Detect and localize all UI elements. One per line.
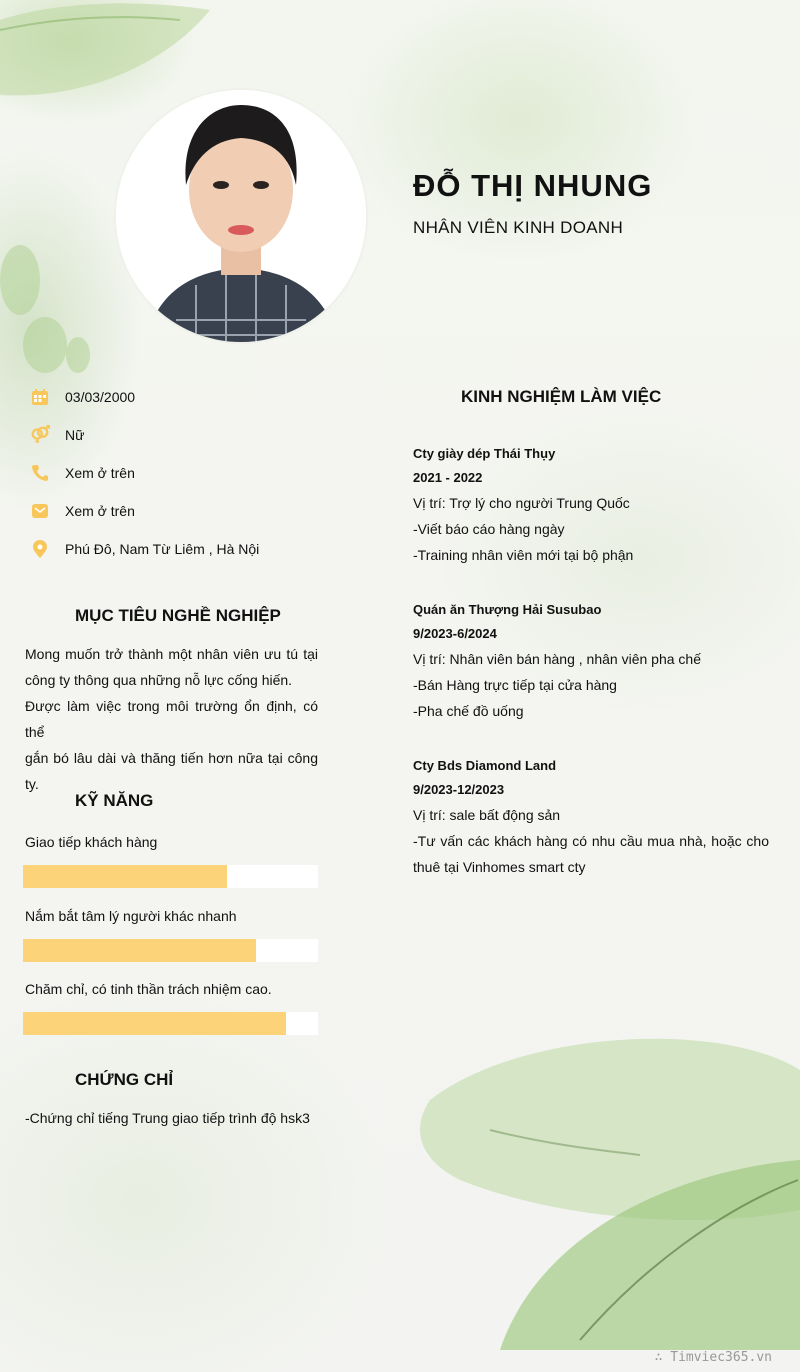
- job-detail: -Tư vấn các khách hàng có nhu cầu mua nhà, hoặc cho: [413, 833, 769, 849]
- watermark-icon: ∴: [654, 1350, 671, 1365]
- experience-heading: KINH NGHIỆM LÀM VIỆC: [461, 387, 662, 406]
- profile-photo: [116, 90, 366, 342]
- contact-birthdate: [30, 385, 135, 409]
- skill-bar-fill: [23, 939, 256, 962]
- skill-label: Chăm chỉ, có tinh thần trách nhiệm cao.: [25, 981, 272, 997]
- leaf-decoration-top-left: [0, 0, 220, 110]
- objective-line: Mong muốn trở thành một nhân viên ưu tú tại: [25, 646, 318, 662]
- watermark-text: Timviec365.vn: [670, 1350, 772, 1365]
- job-period: 2021 - 2022: [413, 470, 483, 485]
- email-icon: [30, 501, 50, 521]
- candidate-name: ĐỖ THỊ NHUNG: [413, 168, 653, 203]
- job-detail: Vị trí: Nhân viên bán hàng , nhân viên pha chế: [413, 651, 701, 667]
- gender-value: Nữ: [65, 427, 85, 443]
- certificate-item: -Chứng chỉ tiếng Trung giao tiếp trình độ hsk3: [25, 1110, 310, 1126]
- objective-line: gắn bó lâu dài và thăng tiến hơn nữa tại công: [25, 750, 318, 766]
- skill-bar: [23, 865, 318, 888]
- candidate-job-title: NHÂN VIÊN KINH DOANH: [413, 218, 624, 237]
- objective-line: công ty thông qua những nỗ lực cống hiến.: [25, 672, 293, 688]
- leaf-decoration-left: [0, 240, 100, 380]
- job-period: 9/2023-6/2024: [413, 626, 497, 641]
- skill-label: Nắm bắt tâm lý người khác nhanh: [25, 908, 237, 924]
- job-company: Cty Bds Diamond Land: [413, 758, 557, 773]
- objective-text: [25, 641, 318, 797]
- skill-bar: [23, 939, 318, 962]
- address-value: Phú Đô, Nam Từ Liêm , Hà Nội: [65, 541, 260, 557]
- phone-value: Xem ở trên: [65, 465, 135, 481]
- job-detail: -Pha chế đồ uống: [413, 703, 524, 719]
- skill-label: Giao tiếp khách hàng: [25, 834, 158, 850]
- objective-line: ty.: [25, 776, 39, 792]
- objective-line: Được làm việc trong môi trường ổn định, có thể: [25, 698, 318, 740]
- objective-heading: MỤC TIÊU NGHỀ NGHIỆP: [75, 606, 281, 625]
- contact-email: [30, 499, 135, 523]
- skills-heading: KỸ NĂNG: [75, 791, 154, 810]
- gender-icon: [30, 425, 50, 445]
- job-detail: thuê tại Vinhomes smart cty: [413, 859, 586, 875]
- job-detail: -Training nhân viên mới tại bộ phận: [413, 547, 634, 563]
- job-detail: Vị trí: sale bất động sản: [413, 807, 561, 823]
- job-detail: Vị trí: Trợ lý cho người Trung Quốc: [413, 495, 630, 511]
- job-detail: -Viết báo cáo hàng ngày: [413, 521, 565, 537]
- location-pin-icon: [30, 539, 50, 559]
- contact-address: [30, 537, 259, 561]
- job-company: Quán ăn Thượng Hải Susubao: [413, 602, 602, 617]
- job-period: 9/2023-12/2023: [413, 782, 505, 797]
- phone-icon: [30, 463, 50, 483]
- leaf-decoration-bottom-right: [400, 1030, 800, 1350]
- watermark: [655, 1350, 772, 1365]
- job-detail: -Bán Hàng trực tiếp tại cửa hàng: [413, 677, 617, 693]
- skill-bar-fill: [23, 1012, 286, 1035]
- email-value: Xem ở trên: [65, 503, 135, 519]
- skill-bar: [23, 1012, 318, 1035]
- job-company: Cty giày dép Thái Thụy: [413, 446, 556, 461]
- certificates-heading: CHỨNG CHỈ: [75, 1070, 174, 1089]
- contact-phone: [30, 461, 135, 485]
- calendar-icon: [30, 387, 50, 407]
- skill-bar-fill: [23, 865, 227, 888]
- contact-gender: [30, 423, 84, 447]
- birthdate-value: 03/03/2000: [65, 389, 136, 405]
